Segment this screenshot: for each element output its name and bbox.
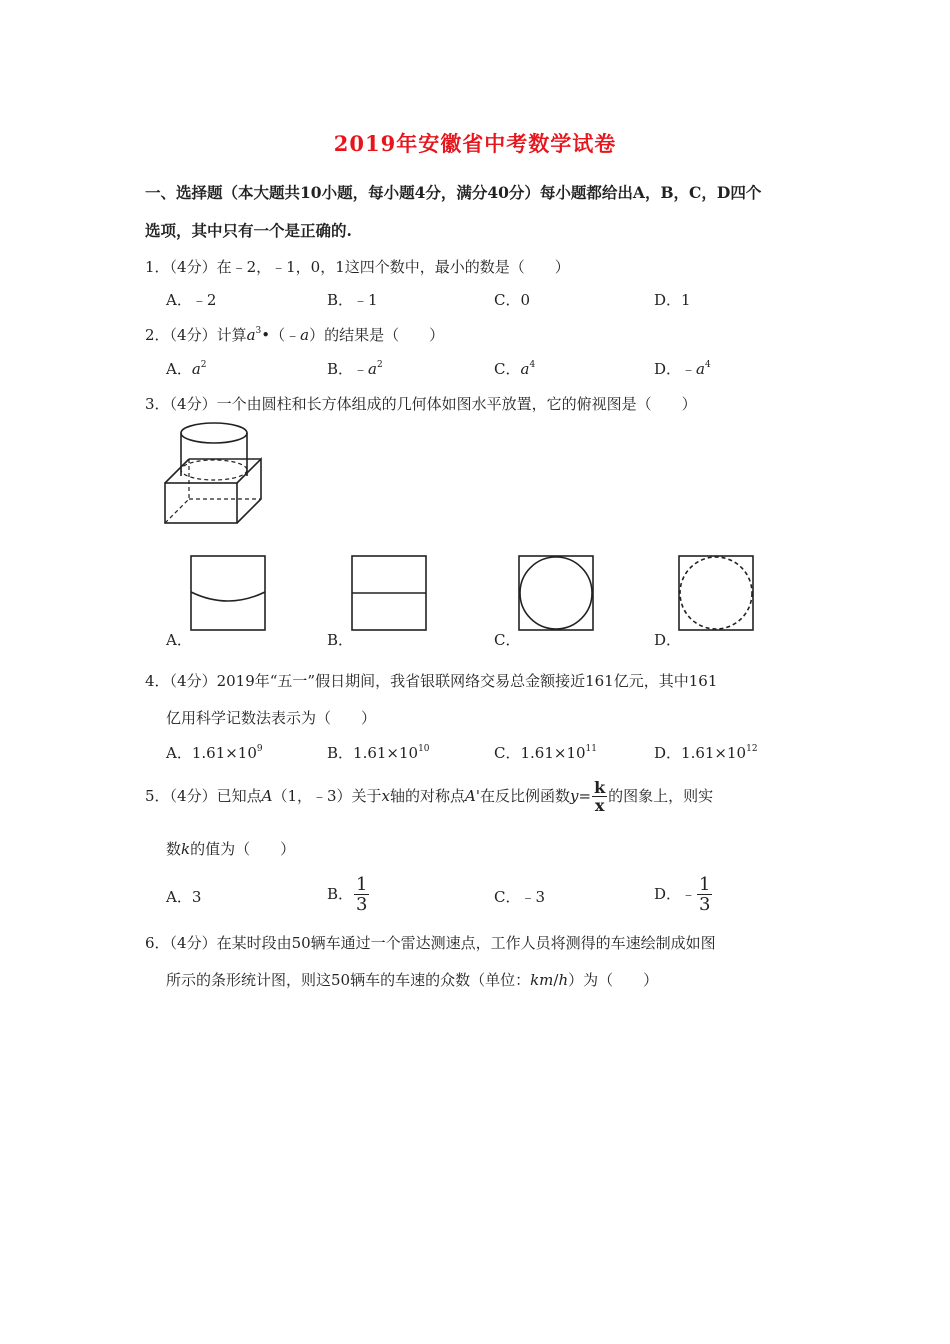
q5-option-c: C．﹣3 [494,888,546,906]
q1-option-b: B．﹣1 [327,291,378,309]
q5-option-d: D．﹣ $\frac{1}{3}$ [654,874,711,915]
q6-stem-line2: 所示的条形统计图，则这50辆车的车速的众数（单位：km/h）为（ ） [166,971,659,989]
q1-stem: 1．（4分）在﹣2，﹣1，0，1这四个数中，最小的数是（ ） [145,258,570,276]
q3-option-c-figure [518,555,594,631]
q3-solid-figure [160,418,270,528]
q1-option-d: D．1 [654,291,691,309]
q2-option-b: B．$﹣a^2$ [327,360,383,378]
q3-option-a: A． [166,631,192,649]
q3-option-c: C． [494,631,521,649]
q2-option-c: C．$a^4$ [494,360,536,378]
page-title: 2019年安徽省中考数学试卷 [333,131,617,156]
q4-option-c: C．$1.61\times 10^{11}$ [494,744,597,762]
q5-option-b: B． $\frac{1}{3}$ [327,874,368,915]
section-heading-line1: 一、选择题（本大题共10小题，每小题4分，满分40分）每小题都给出A，B，C，D四个 [145,183,762,202]
q2-option-a: A．$a^2$ [166,360,207,378]
section-heading-line2: 选项，其中只有一个是正确的. [145,221,352,240]
q5-fraction-k-over-x: $\frac{k}{x}$ [594,778,606,815]
q2-stem: 2．（4分）计算$a^3•(﹣a)$的结果是（ ） [145,326,445,344]
q3-option-a-figure [190,555,266,631]
q3-option-b-figure [351,555,427,631]
q4-stem-line1: 4．（4分）2019年“五一”假日期间，我省银联网络交易总金额接近161亿元，其中161 [145,672,718,690]
q4-stem-line2: 亿用科学记数法表示为（ ） [166,709,377,727]
q5-stem-line2: 数k的值为（ ） [166,840,296,858]
q3-option-d-figure [678,555,754,631]
q5-stem-line1: 5．（4分）已知点A（1，﹣3）关于x轴的对称点A'在反比例函数y= $\frac{k}{x}$ 的图象上，则实 [145,778,714,815]
q6-stem-line1: 6．（4分）在某时段由50辆车通过一个雷达测速点，工作人员将测得的车速绘制成如图 [145,934,716,952]
q3-stem: 3．（4分）一个由圆柱和长方体组成的几何体如图水平放置，它的俯视图是（ ） [145,395,697,413]
q3-option-d: D． [654,631,682,649]
q4-option-b: B．$1.61\times 10^{10}$ [327,744,430,762]
q4-option-a: A．$1.61\times 10^9$ [166,744,263,762]
q4-option-d: D．$1.61\times 10^{12}$ [654,744,758,762]
q1-option-a: A．﹣2 [166,291,217,309]
q2-option-d: D．$﹣a^4$ [654,360,711,378]
q1-option-c: C．0 [494,291,531,309]
q5-option-a: A．3 [166,888,202,906]
q3-option-b: B． [327,631,354,649]
